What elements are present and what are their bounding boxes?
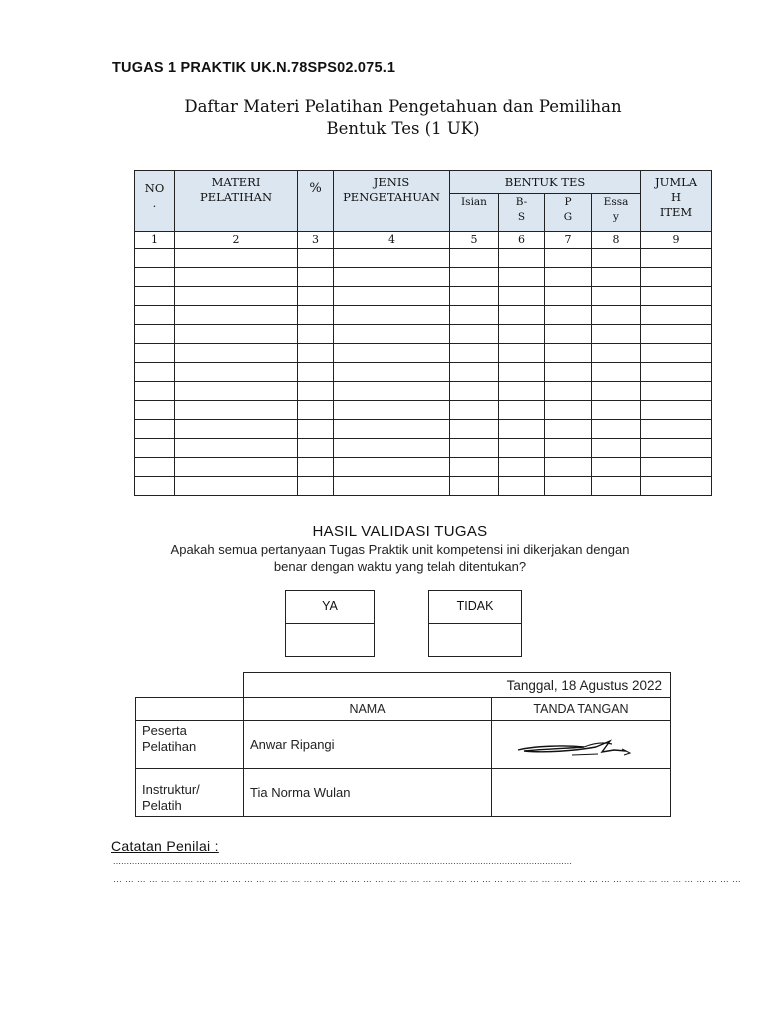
header-jumlah-line1: JUMLA	[655, 175, 698, 189]
empty-cell[interactable]	[334, 420, 450, 439]
header-materi-line2: PELATIHAN	[199, 190, 273, 204]
column-number-row	[135, 232, 712, 249]
header-jumlah-line3: ITEM	[659, 205, 693, 219]
empty-cell[interactable]	[135, 458, 175, 477]
empty-cell[interactable]	[298, 439, 334, 458]
header-essay-line2: y	[613, 211, 619, 224]
empty-cell[interactable]	[135, 268, 175, 287]
date-row	[136, 673, 671, 698]
empty-cell[interactable]	[450, 439, 499, 458]
empty-cell[interactable]	[135, 477, 175, 496]
ya-label: YA	[286, 591, 374, 624]
empty-cell[interactable]	[135, 325, 175, 344]
empty-cell[interactable]	[175, 382, 298, 401]
empty-cell[interactable]	[135, 344, 175, 363]
empty-cell[interactable]	[499, 249, 545, 268]
title-line-2: Bentuk Tes (1 UK)	[326, 119, 480, 138]
empty-cell[interactable]	[334, 401, 450, 420]
table-row	[135, 306, 712, 325]
table-row	[135, 268, 712, 287]
empty-cell[interactable]	[175, 458, 298, 477]
table-row	[135, 344, 712, 363]
tanda-tangan-header-text: TANDA TANGAN	[533, 702, 629, 716]
empty-cell[interactable]	[592, 287, 641, 306]
empty-cell[interactable]	[499, 306, 545, 325]
empty-cell[interactable]	[641, 344, 712, 363]
document-code: TUGAS 1 PRAKTIK UK.N.78SPS02.075.1	[112, 60, 396, 76]
empty-cell[interactable]	[641, 420, 712, 439]
empty-cell[interactable]	[334, 382, 450, 401]
catatan-dotted-line-1[interactable]: ..........................................................................................................................................................................	[113, 856, 573, 866]
column-number: 6	[499, 232, 545, 249]
empty-cell[interactable]	[499, 268, 545, 287]
empty-cell[interactable]	[499, 401, 545, 420]
table-row	[135, 420, 712, 439]
column-header-row	[136, 698, 671, 721]
column-number: 3	[298, 232, 334, 249]
validasi-question	[160, 541, 640, 575]
empty-cell[interactable]	[545, 458, 592, 477]
table-row	[135, 287, 712, 306]
tanggal-text: Tanggal, 18 Agustus 2022	[506, 677, 663, 693]
empty-cell[interactable]	[334, 306, 450, 325]
instruktur-name	[244, 769, 492, 817]
column-number: 7	[545, 232, 592, 249]
header-isian-text: Isian	[461, 196, 487, 209]
empty-cell[interactable]	[592, 306, 641, 325]
empty-cell[interactable]	[450, 363, 499, 382]
empty-cell[interactable]	[450, 287, 499, 306]
empty-cell[interactable]	[135, 287, 175, 306]
empty-cell[interactable]	[545, 325, 592, 344]
empty-cell[interactable]	[592, 382, 641, 401]
empty-cell[interactable]	[135, 382, 175, 401]
header-pg	[545, 194, 592, 232]
instruktur-label	[136, 769, 244, 817]
empty-cell[interactable]	[135, 420, 175, 439]
empty-cell[interactable]	[135, 363, 175, 382]
empty-cell[interactable]	[298, 477, 334, 496]
empty-cell[interactable]	[450, 249, 499, 268]
empty-cell[interactable]	[545, 401, 592, 420]
empty-cell[interactable]	[499, 344, 545, 363]
question-line-2: benar dengan waktu yang telah ditentukan?	[273, 559, 527, 574]
empty-cell[interactable]	[592, 249, 641, 268]
header-bs-line1: B-	[515, 196, 528, 209]
peserta-label-line2: Pelatihan	[142, 739, 197, 754]
header-materi-line1: MATERI	[211, 175, 261, 189]
empty-cell[interactable]	[450, 477, 499, 496]
peserta-name	[244, 721, 492, 769]
empty-cell[interactable]	[298, 458, 334, 477]
table-row	[135, 363, 712, 382]
empty-cell[interactable]	[298, 249, 334, 268]
question-line-1: Apakah semua pertanyaan Tugas Praktik unit kompetensi ini dikerjakan dengan	[170, 542, 630, 557]
header-jenis-line1: JENIS	[373, 175, 410, 189]
table-row	[135, 382, 712, 401]
empty-cell[interactable]	[298, 306, 334, 325]
catatan-label: Catatan Penilai :	[111, 838, 219, 854]
empty-cell[interactable]	[499, 325, 545, 344]
empty-cell[interactable]	[545, 420, 592, 439]
empty-cell[interactable]	[499, 477, 545, 496]
document-title	[150, 96, 656, 140]
header-bs-line2: S	[517, 211, 526, 224]
empty-cell[interactable]	[175, 420, 298, 439]
table-row	[135, 249, 712, 268]
blank-cell	[136, 698, 244, 721]
nama-header-text: NAMA	[349, 702, 386, 716]
empty-cell[interactable]	[175, 268, 298, 287]
empty-cell[interactable]	[545, 306, 592, 325]
empty-cell[interactable]	[175, 325, 298, 344]
instruktur-signature-cell[interactable]	[492, 769, 671, 817]
nama-header	[244, 698, 492, 721]
header-bs	[499, 194, 545, 232]
empty-cell[interactable]	[450, 458, 499, 477]
empty-cell[interactable]	[135, 249, 175, 268]
signature-image	[514, 733, 644, 763]
peserta-row	[136, 721, 671, 769]
empty-cell[interactable]	[450, 268, 499, 287]
empty-cell[interactable]	[499, 287, 545, 306]
header-pg-line2: G	[563, 211, 573, 224]
empty-cell[interactable]	[545, 363, 592, 382]
empty-cell[interactable]	[298, 287, 334, 306]
header-bentuk-tes	[450, 171, 641, 194]
empty-cell[interactable]	[175, 363, 298, 382]
empty-cell[interactable]	[334, 249, 450, 268]
empty-cell[interactable]	[334, 363, 450, 382]
empty-cell[interactable]	[334, 287, 450, 306]
empty-cell[interactable]	[592, 458, 641, 477]
empty-cell[interactable]	[641, 325, 712, 344]
empty-cell[interactable]	[298, 344, 334, 363]
header-essay-line1: Essa	[603, 196, 629, 209]
empty-cell[interactable]	[175, 249, 298, 268]
header-percent-text: %	[309, 181, 322, 196]
header-row	[135, 171, 712, 194]
empty-cell[interactable]	[334, 344, 450, 363]
header-isian	[450, 194, 499, 232]
empty-cell[interactable]	[175, 344, 298, 363]
empty-cell[interactable]	[641, 382, 712, 401]
empty-cell[interactable]	[175, 439, 298, 458]
column-number: 8	[592, 232, 641, 249]
materi-table	[134, 170, 712, 496]
empty-cell[interactable]	[641, 439, 712, 458]
table-row	[135, 439, 712, 458]
empty-cell[interactable]	[175, 401, 298, 420]
header-bentuk-text: BENTUK TES	[504, 174, 586, 189]
empty-cell[interactable]	[499, 420, 545, 439]
empty-cell[interactable]	[298, 401, 334, 420]
empty-cell[interactable]	[499, 382, 545, 401]
empty-cell[interactable]	[334, 477, 450, 496]
empty-cell[interactable]	[175, 477, 298, 496]
column-number: 1	[135, 232, 175, 249]
header-materi	[175, 171, 298, 232]
empty-cell[interactable]	[450, 306, 499, 325]
empty-cell[interactable]	[450, 420, 499, 439]
empty-cell[interactable]	[450, 344, 499, 363]
empty-cell[interactable]	[641, 287, 712, 306]
empty-cell[interactable]	[298, 325, 334, 344]
empty-cell[interactable]	[592, 268, 641, 287]
empty-cell[interactable]	[135, 306, 175, 325]
tanggal-cell	[244, 673, 671, 698]
header-essay	[592, 194, 641, 232]
empty-cell[interactable]	[135, 439, 175, 458]
empty-cell[interactable]	[298, 382, 334, 401]
empty-cell[interactable]	[135, 401, 175, 420]
empty-cell[interactable]	[592, 439, 641, 458]
empty-cell[interactable]	[545, 344, 592, 363]
empty-cell[interactable]	[334, 458, 450, 477]
empty-cell[interactable]	[545, 439, 592, 458]
header-pg-line1: P	[564, 196, 572, 209]
empty-cell[interactable]	[545, 382, 592, 401]
instruktur-name-text: Tia Norma Wulan	[250, 785, 351, 800]
empty-cell[interactable]	[592, 325, 641, 344]
empty-cell[interactable]	[334, 268, 450, 287]
peserta-label-line1: Peserta	[142, 723, 187, 738]
empty-cell[interactable]	[545, 249, 592, 268]
empty-cell[interactable]	[450, 382, 499, 401]
empty-cell[interactable]	[641, 363, 712, 382]
tidak-label: TIDAK	[429, 591, 521, 624]
header-jumlah-line2: H	[671, 190, 682, 204]
table-row	[135, 477, 712, 496]
blank-cell	[136, 673, 244, 698]
instruktur-row	[136, 769, 671, 817]
empty-cell[interactable]	[334, 325, 450, 344]
empty-cell[interactable]	[450, 401, 499, 420]
empty-cell[interactable]	[175, 306, 298, 325]
empty-cell[interactable]	[545, 287, 592, 306]
empty-cell[interactable]	[175, 287, 298, 306]
header-no	[135, 171, 175, 232]
column-number: 5	[450, 232, 499, 249]
validasi-title: HASIL VALIDASI TUGAS	[312, 523, 488, 540]
empty-cell[interactable]	[298, 268, 334, 287]
empty-cell[interactable]	[592, 344, 641, 363]
header-percent	[298, 171, 334, 232]
empty-cell[interactable]	[592, 477, 641, 496]
instruktur-label-line1: Instruktur/	[142, 782, 200, 797]
empty-cell[interactable]	[545, 268, 592, 287]
empty-cell[interactable]	[298, 363, 334, 382]
empty-cell[interactable]	[641, 401, 712, 420]
empty-cell[interactable]	[641, 249, 712, 268]
tanda-tangan-header	[492, 698, 671, 721]
ya-checkbox-area[interactable]	[286, 624, 374, 656]
column-number: 2	[175, 232, 298, 249]
empty-cell[interactable]	[450, 325, 499, 344]
empty-cell[interactable]	[499, 363, 545, 382]
table-row	[135, 401, 712, 420]
empty-cell[interactable]	[298, 420, 334, 439]
catatan-dotted-line-2[interactable]: … … … … … … … … … … … … … … … … … … … … … … … … … … … … … … … … … … … … … … … … … … … … … … … … … … … … …	[113, 874, 742, 884]
empty-cell[interactable]	[592, 401, 641, 420]
header-jumlah	[641, 171, 712, 232]
table-row	[135, 325, 712, 344]
column-number: 9	[641, 232, 712, 249]
empty-cell[interactable]	[499, 439, 545, 458]
empty-cell[interactable]	[499, 458, 545, 477]
header-no-text: NO	[144, 181, 165, 195]
empty-cell[interactable]	[545, 477, 592, 496]
peserta-signature-cell	[492, 721, 671, 769]
empty-cell[interactable]	[641, 458, 712, 477]
empty-cell[interactable]	[641, 477, 712, 496]
signature-table	[135, 672, 671, 817]
empty-cell[interactable]	[334, 439, 450, 458]
empty-cell[interactable]	[641, 306, 712, 325]
tidak-checkbox-area[interactable]	[429, 624, 521, 656]
empty-rows	[135, 249, 712, 496]
instruktur-label-line2: Pelatih	[142, 798, 182, 813]
ya-box	[285, 590, 375, 657]
peserta-label	[136, 721, 244, 769]
empty-cell[interactable]	[641, 268, 712, 287]
title-line-1: Daftar Materi Pelatihan Pengetahuan dan Pemilihan	[184, 97, 622, 116]
table-row	[135, 458, 712, 477]
header-jenis	[334, 171, 450, 232]
peserta-name-text: Anwar Ripangi	[250, 737, 335, 752]
empty-cell[interactable]	[592, 363, 641, 382]
empty-cell[interactable]	[592, 420, 641, 439]
header-no-dot: .	[152, 196, 157, 210]
header-jenis-line2: PENGETAHUAN	[343, 190, 440, 204]
tidak-box	[428, 590, 522, 657]
column-number: 4	[334, 232, 450, 249]
